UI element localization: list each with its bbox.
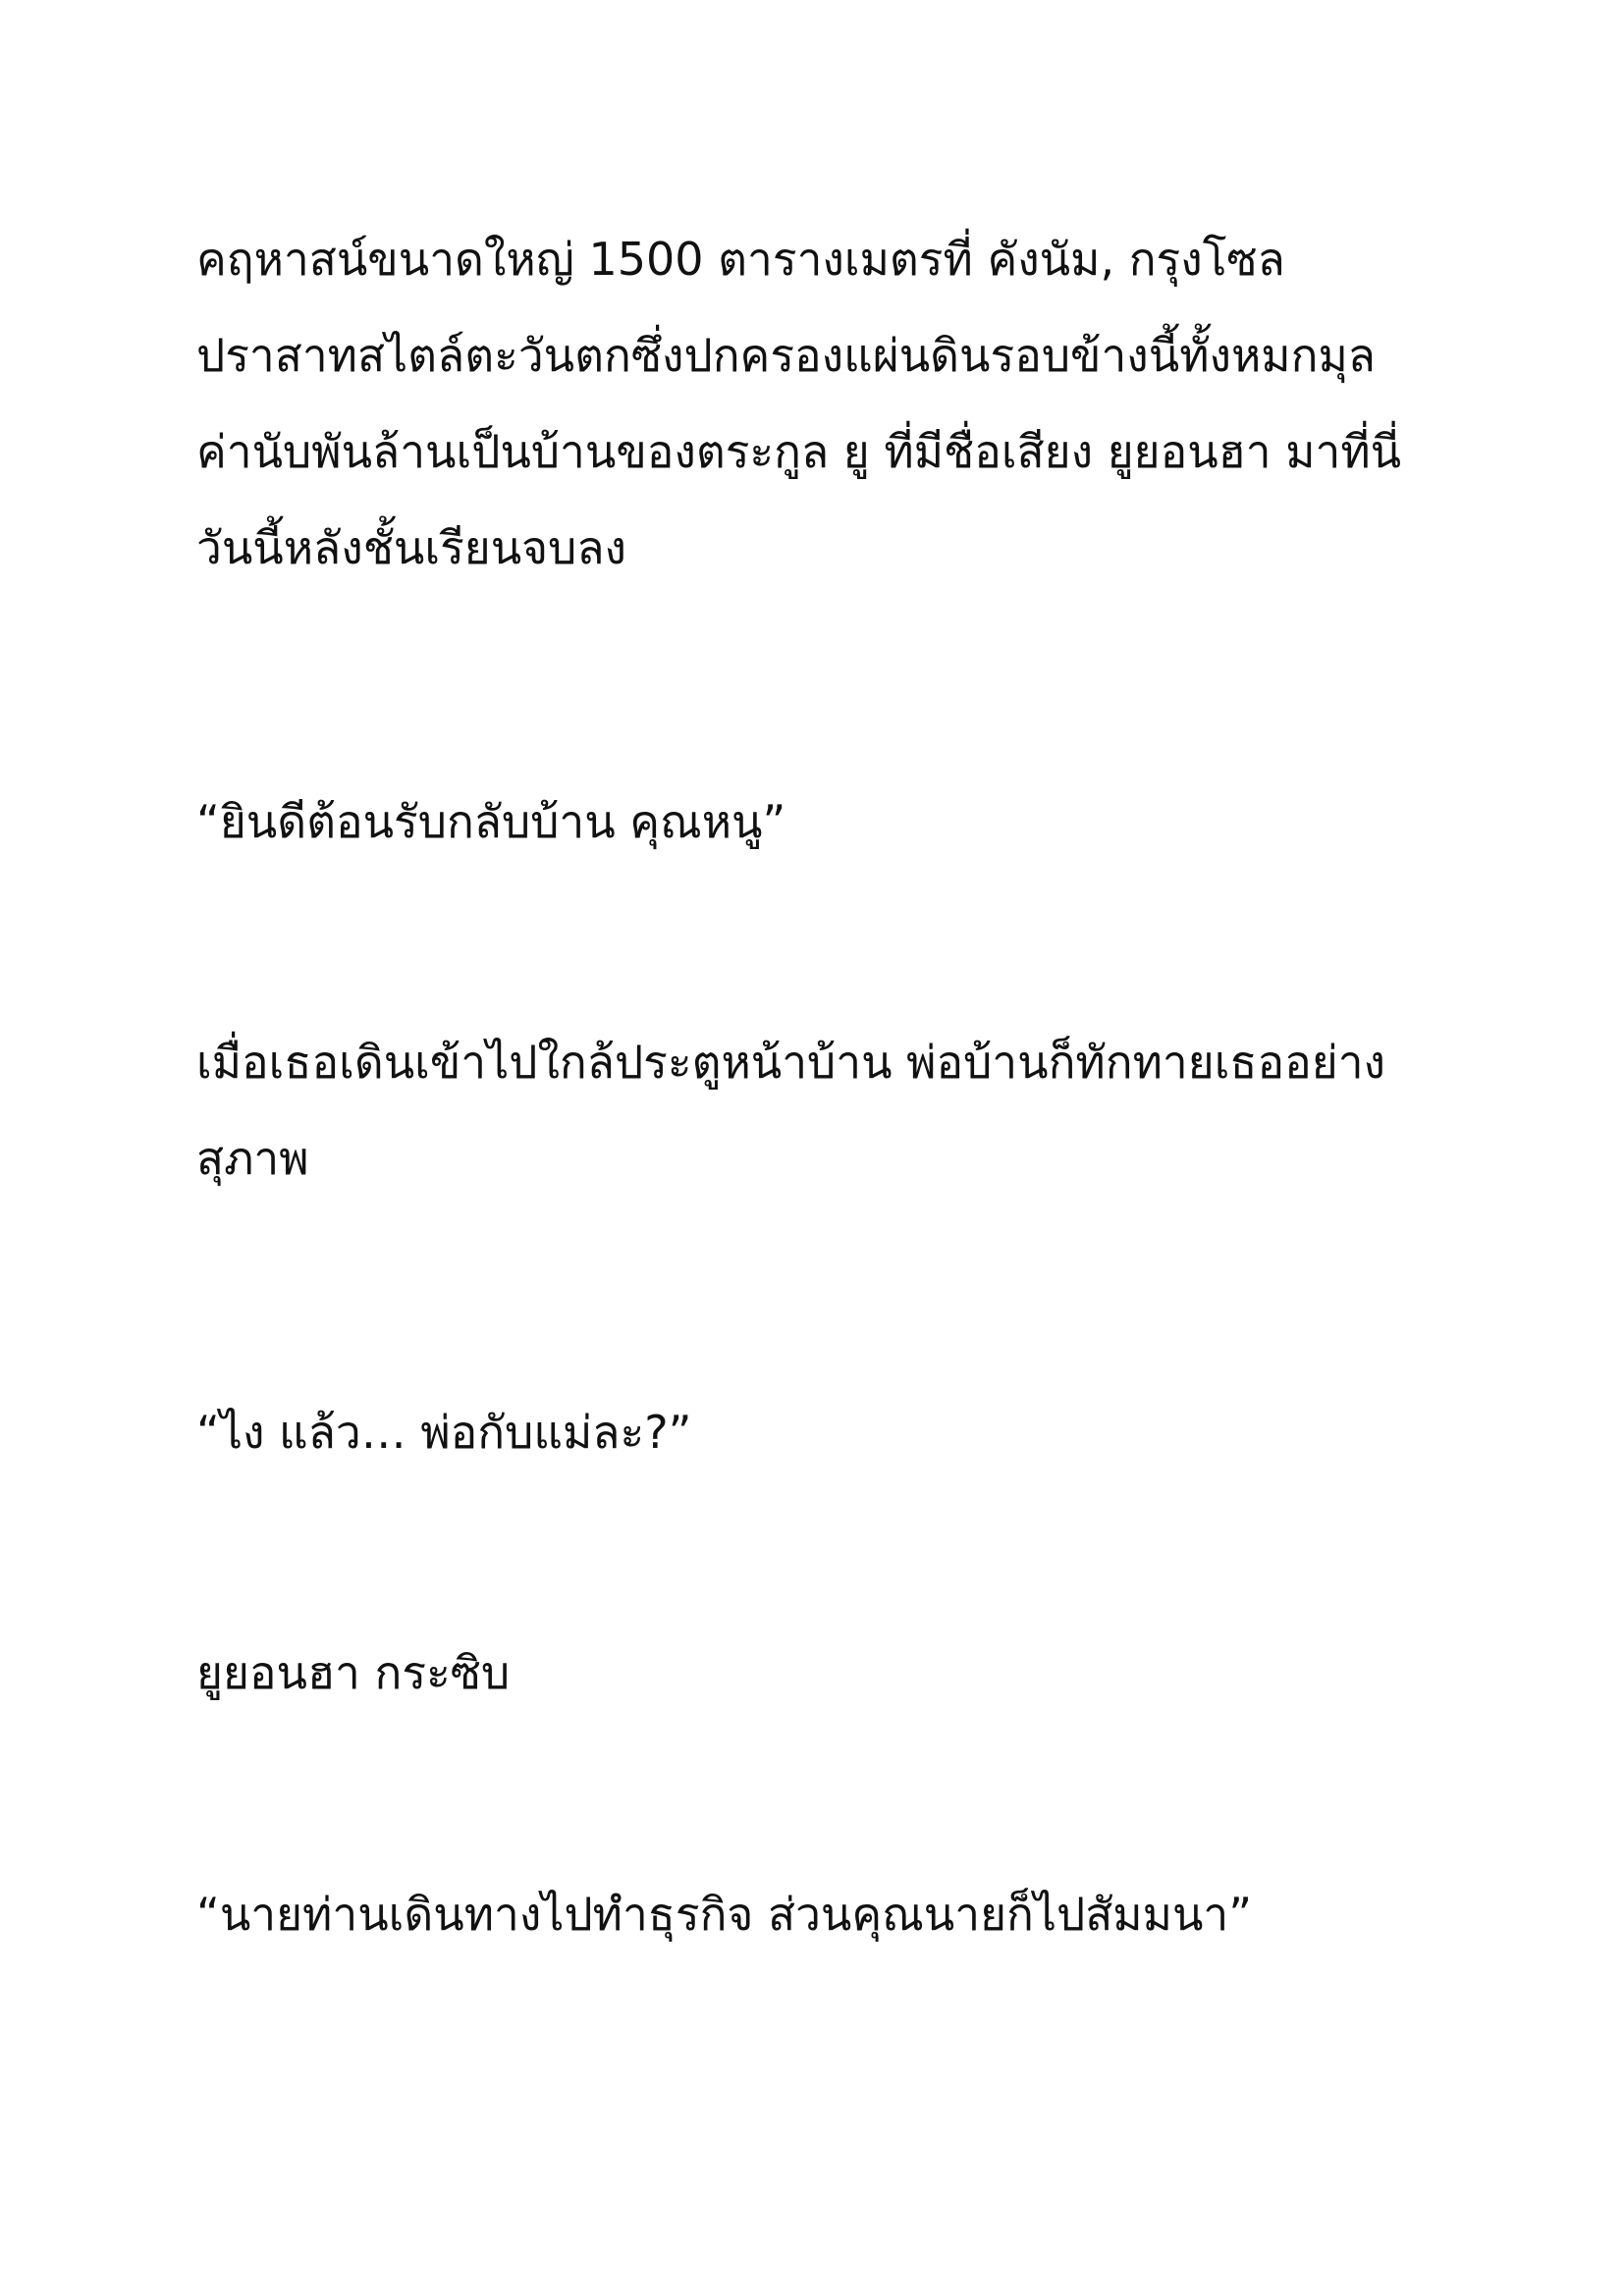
text-line: ปราสาทสไตล์ตะวันตกซึ่งปกครองแผ่นดินรอบข้างนี้ทั้งหมกมุล [196,329,1376,382]
paragraph-butler-greeting [196,1014,1453,1206]
text-line: “นายท่านเดินทางไปทำธุรกิจ ส่วนคุณนายก็ไปสัมมนา” [196,1888,1253,1941]
text-line: คฤหาสน์ขนาดใหญ่ 1500 ตารางเมตรที่ คังนัม, กรุงโซล [196,233,1285,286]
paragraph-mansion-description [196,211,1453,596]
paragraph-whisper [196,1625,1453,1721]
text-line: เมื่อเธอเดินเข้าไปใกล้ประตูหน้าบ้าน พ่อบ้านก็ทักทายเธออย่าง [196,1036,1386,1089]
paragraph-answer-dialogue [196,1866,1453,1962]
text-line: “ไง แล้ว… พ่อกับแม่ละ?” [196,1406,692,1459]
text-line: สุภาพ [196,1132,309,1185]
text-line: ค่านับพันล้านเป็นบ้านของตระกูล ยู ที่มีชื่อเสียง ยูยอนฮา มาที่นี่ [196,425,1402,478]
paragraph-question-dialogue [196,1384,1453,1480]
text-line: ยูยอนฮา กระซิบ [196,1646,511,1699]
paragraph-welcome-dialogue [196,774,1453,870]
text-line: “ยินดีต้อนรับกลับบ้าน คุณหนู” [196,795,786,848]
text-line: วันนี้หลังชั้นเรียนจบลง [196,521,626,574]
